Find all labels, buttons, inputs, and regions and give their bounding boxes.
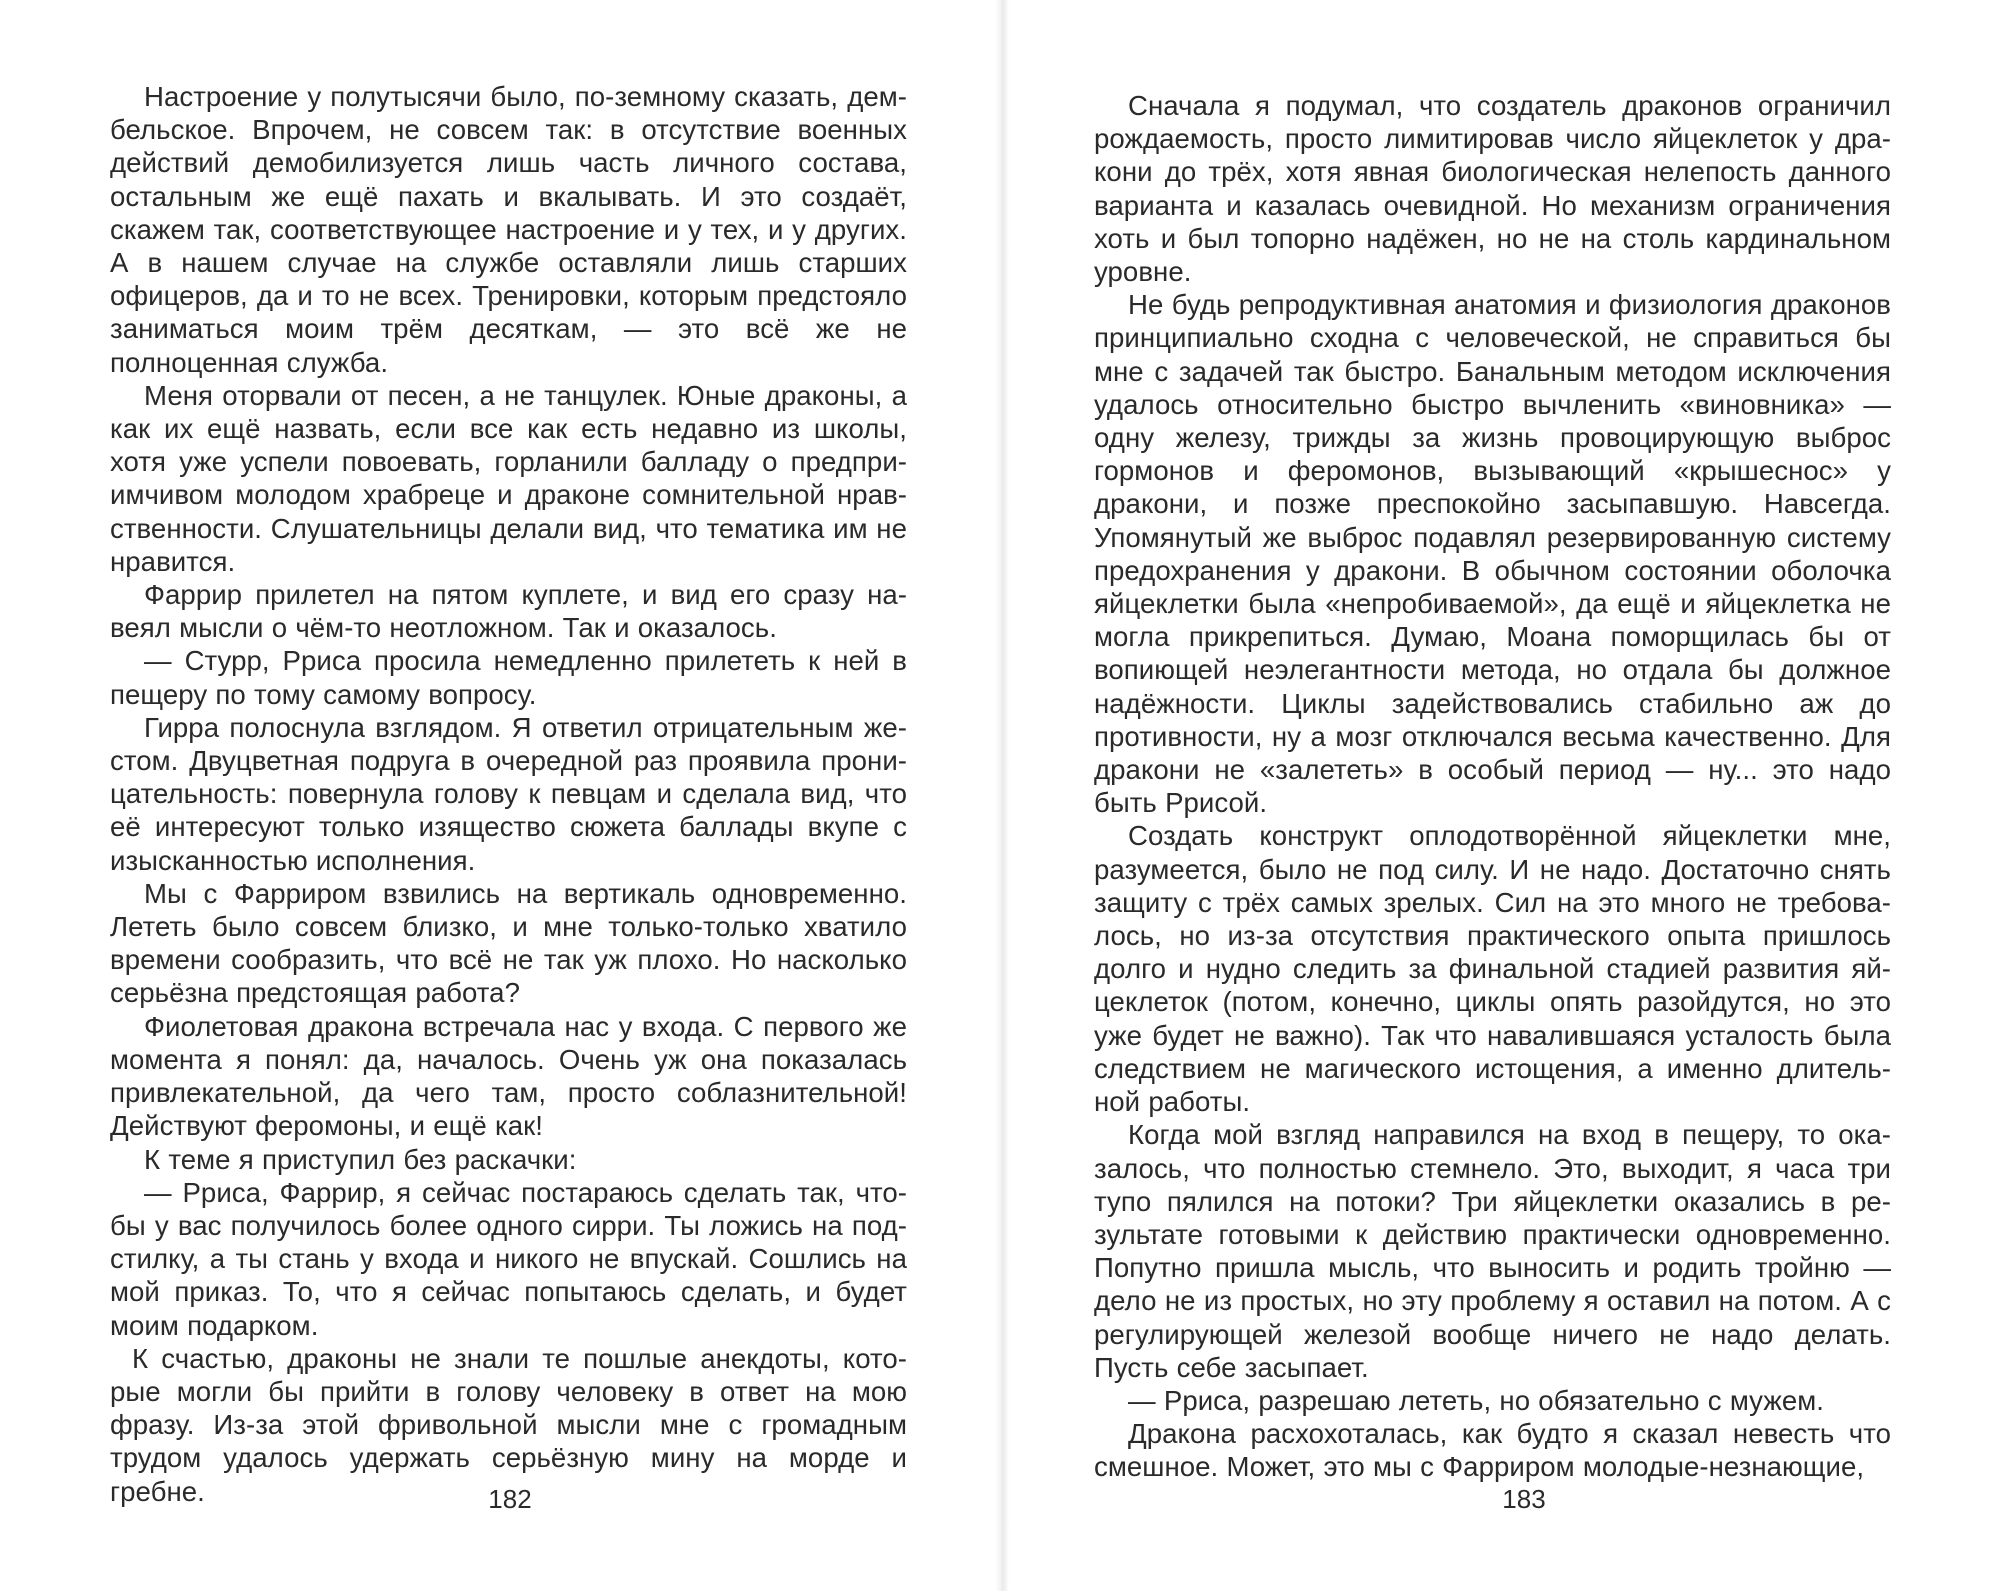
paragraph: Не будь репродуктивная анатомия и физиология драконов принципиально сходна с человеческой, не справиться бы мне с задачей так быстро. Банальным методом исключения удалось относительно быстро вычленить «виновника» — одну железу, трижды за жизнь провоцирующую выброс гормонов и феромонов, вызывающий «крышеснос» у дракони, и позже преспокойно засыпавшую. Навсегда. Упомянутый же выброс подавлял резервированную систему предохранения у дракони. В обычном состоянии оболочка яйцеклетки была «непробиваемой», да ещё и яйцеклетка не могла прикрепиться. Думаю, Моана поморщилась бы от вопиющей неэлегантности метода, но отдала бы должное надёжности. Циклы задействовались стабильно аж до противности, ну а мозг отключался весьма качественно. Для дракони не «залететь» в особый период — ну... это надо быть Ррисой. (1094, 289, 1891, 819)
right-page-text (1094, 89, 1891, 1484)
paragraph: Сначала я подумал, что создатель драконов ограничил рождаемость, просто лимитировав число яйцеклеток у дракони до трёх, хотя явная биологическая нелепость данного варианта и казалась очевидной. Но механизм ограничения хоть и был топорно надёжен, но не на столь кардинальном уровне. (1094, 90, 1891, 288)
paragraph: Когда мой взгляд направился на вход в пещеру, то оказалось, что полностью стемнело. Это, выходит, я часа три тупо пялился на потоки? Три яйцеклетки оказались в результате готовыми к действию практически одновременно. Попутно пришла мысль, что выносить и родить тройню — дело не из простых, но эту проблему я оставил на потом. А с регулирующей железой вообще ничего не надо делать. Пусть себе засыпает. (1094, 1119, 1891, 1383)
paragraph: Настроение у полутысячи было, по-земному сказать, дембельское. Впрочем, не совсем так: в отсутствие военных действий демобилизуется лишь часть личного состава, остальным же ещё пахать и вкалывать. И это создаёт, скажем так, соответствующее настроение и у тех, и у других. А в нашем случае на службе оставляли лишь старших офицеров, да и то не всех. Тренировки, которым предстояло заниматься моим трём десяткам, — это всё же не полноценная служба. (110, 81, 907, 378)
book-gutter (995, 0, 1009, 1591)
paragraph: Фаррир прилетел на пятом куплете, и вид его сразу навеял мысли о чём-то неотложном. Так и оказалось. (110, 579, 907, 644)
paragraph: Создать конструкт оплодотворённой яйцеклетки мне, разумеется, было не под силу. И не надо. Достаточно снять защиту с трёх самых зрелых. Сил на это много не требовалось, но из-за отсутствия практического опыта пришлось долго и нудно следить за финальной стадией развития яйцеклеток (потом, конечно, циклы опять разойдутся, но это уже будет не важно). Так что навалившаяся усталость была следствием не магического истощения, а именно длительной работы. (1094, 820, 1891, 1118)
paragraph: К счастью, драконы не знали те пошлые анекдоты, которые могли бы прийти в голову человеку в ответ на мою фразу. Из-за этой фривольной мысли мне с громадным трудом удалось удержать серьёзную мину на морде и гребне. (110, 1342, 907, 1507)
page-number: 182 (488, 1484, 532, 1514)
paragraph: Дракона расхохоталась, как будто я сказал невесть что смешное. Может, это мы с Фарриром молодые-незнающие, (1094, 1418, 1891, 1483)
paragraph: Меня оторвали от песен, а не танцулек. Юные драконы, а как их ещё назвать, если все как есть недавно из школы, хотя уже успели повоевать, горланили балладу о предприимчивом молодом храбреце и драконе сомнительной нравственности. Слушательницы делали вид, что тематика им не нравится. (110, 379, 907, 577)
paragraph: Фиолетовая дракона встречала нас у входа. С первого же момента я понял: да, началось. Очень уж она показалась привлекательной, да чего там, просто соблазнительной! Действуют феромоны, и ещё как! (110, 1010, 907, 1142)
paragraph: К теме я приступил без раскачки: (144, 1143, 577, 1175)
paragraph: Мы с Фарриром взвились на вертикаль одновременно. Лететь было совсем близко, и мне только-только хватило времени сообразить, что всё не так уж плохо. Но насколько серьёзна предстоящая работа? (110, 877, 907, 1009)
paragraph: — Стурр, Рриса просила немедленно прилететь к ней в пещеру по тому самому вопросу. (110, 645, 907, 710)
left-page-text (110, 80, 907, 1508)
page-number: 183 (1502, 1484, 1546, 1514)
paragraph: — Рриса, Фаррир, я сейчас постараюсь сделать так, чтобы у вас получилось более одного сирри. Ты ложись на подстилку, а ты стань у входа и никого не впускай. Сошлись на мой приказ. То, что я сейчас попытаюсь сделать, и будет моим подарком. (110, 1176, 907, 1341)
paragraph: — Рриса, разрешаю лететь, но обязательно с мужем. (1128, 1384, 1824, 1416)
paragraph: Гирра полоснула взглядом. Я ответил отрицательным жестом. Двуцветная подруга в очередной раз проявила проницательность: повернула голову к певцам и сделала вид, что её интересуют только изящество сюжета баллады вкупе с изысканностью исполнения. (110, 711, 907, 876)
right-page (1009, 0, 2000, 1591)
left-page (0, 0, 995, 1591)
